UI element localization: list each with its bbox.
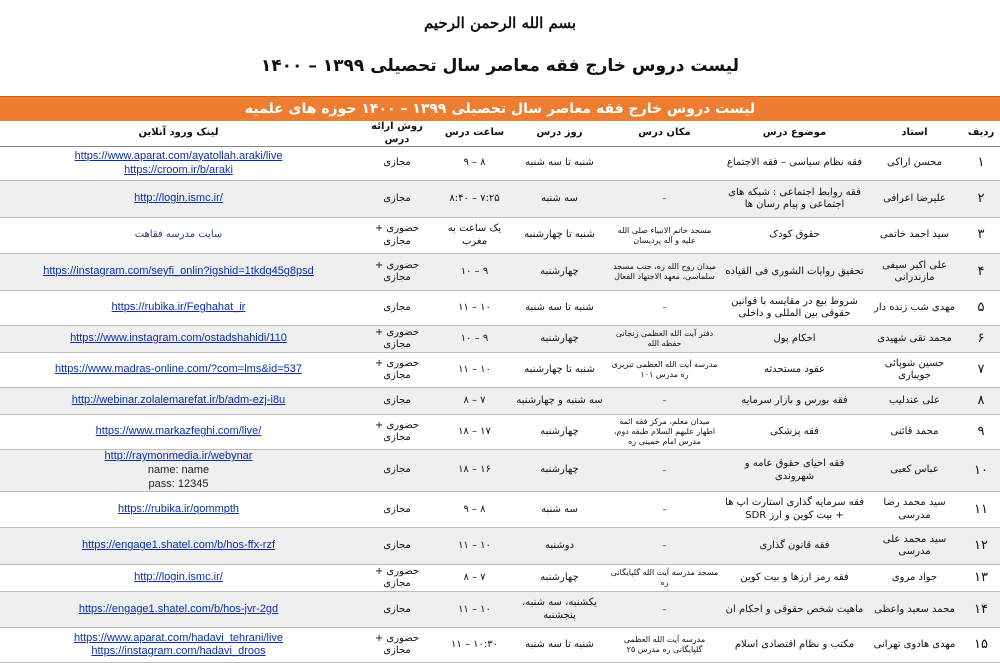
teacher-cell: علیرضا اعرافی bbox=[867, 181, 962, 218]
method-cell: مجازی bbox=[357, 450, 437, 492]
site-name-text: سایت مدرسه فقاهت bbox=[134, 229, 223, 241]
method-cell: حضوری + مجازی bbox=[357, 254, 437, 291]
row-number-cell: ۱۳ bbox=[962, 565, 1000, 592]
row-number-cell: ۱۱ bbox=[962, 492, 1000, 528]
online-link[interactable]: https://engage1.shatel.com/b/hos-jvr-2gd bbox=[78, 602, 279, 615]
link-cell bbox=[0, 388, 357, 415]
place-cell: مسجد مدرسه آیت الله گلپایگانی ره bbox=[607, 565, 722, 592]
table-row bbox=[0, 415, 1000, 450]
credential-text: name: name bbox=[147, 463, 210, 476]
teacher-cell: علی اکبر سیفی مازندرانی bbox=[867, 254, 962, 291]
online-link[interactable]: https://croom.ir/b/araki bbox=[124, 163, 233, 176]
table-row bbox=[0, 218, 1000, 254]
table-row bbox=[0, 388, 1000, 415]
topic-cell: فقه بورس و بازار سرمایه bbox=[722, 388, 867, 415]
row-number-cell: ۸ bbox=[962, 388, 1000, 415]
link-cell bbox=[0, 353, 357, 388]
day-cell: چهارشنبه bbox=[512, 415, 607, 450]
header-row bbox=[0, 121, 1000, 147]
topic-cell: فقه پزشکی bbox=[722, 415, 867, 450]
teacher-cell: عباس کعبی bbox=[867, 450, 962, 492]
method-cell: مجازی bbox=[357, 291, 437, 326]
row-number-cell: ۶ bbox=[962, 326, 1000, 353]
topic-cell: احکام پول bbox=[722, 326, 867, 353]
topic-cell: فقه قانون گذاری bbox=[722, 528, 867, 565]
online-link[interactable]: https://instagram.com/seyfi_onlin?igshid=1tkdg45g8psd bbox=[43, 265, 314, 278]
header-day: روز درس bbox=[512, 121, 607, 147]
table-banner: لیست دروس خارج فقه معاصر سال تحصیلی ۱۳۹۹ – ۱۴۰۰ حوزه های علمیه bbox=[0, 96, 1000, 121]
place-cell: – bbox=[607, 592, 722, 628]
link-cell bbox=[0, 218, 357, 254]
day-cell: چهارشنبه bbox=[512, 450, 607, 492]
online-link[interactable]: https://www.instagram.com/ostadshahidi/110 bbox=[70, 332, 287, 345]
link-cell bbox=[0, 492, 357, 528]
method-cell: مجازی bbox=[357, 181, 437, 218]
online-link[interactable]: https://www.markazfeghi.com/live/ bbox=[95, 425, 262, 438]
link-cell bbox=[0, 592, 357, 628]
online-link[interactable]: http://webinar.zolalemarefat.ir/b/adm-ezj-i8u bbox=[71, 394, 286, 407]
teacher-cell: مهدی شب زنده دار bbox=[867, 291, 962, 326]
online-link[interactable]: https://www.aparat.com/hadavi_tehrani/live bbox=[73, 631, 284, 644]
method-cell: حضوری + مجازی bbox=[357, 353, 437, 388]
place-cell bbox=[607, 147, 722, 181]
course-table-wrapper bbox=[0, 96, 1000, 663]
time-cell: ۷ – ۸ bbox=[437, 388, 512, 415]
row-number-cell: ۱۰ bbox=[962, 450, 1000, 492]
method-cell: مجازی bbox=[357, 592, 437, 628]
teacher-cell: محمد سعید واعظی bbox=[867, 592, 962, 628]
topic-cell: فقه رمز ارزها و بیت کوین bbox=[722, 565, 867, 592]
link-cell bbox=[0, 326, 357, 353]
teacher-cell: سید محمد رضا مدرسی bbox=[867, 492, 962, 528]
row-number-cell: ۹ bbox=[962, 415, 1000, 450]
time-cell: ۱۰ – ۱۱ bbox=[437, 353, 512, 388]
day-cell: سه شنبه و چهارشنبه bbox=[512, 388, 607, 415]
table-row bbox=[0, 528, 1000, 565]
table-body bbox=[0, 147, 1000, 663]
table-row bbox=[0, 353, 1000, 388]
online-link[interactable]: https://rubika.ir/Feghahat_ir bbox=[111, 301, 246, 314]
place-cell: مدرسه آیت الله العظمی تبریزی ره مدرس ۱۰۱ bbox=[607, 353, 722, 388]
day-cell: چهارشنبه bbox=[512, 254, 607, 291]
time-cell: ۷ – ۸ bbox=[437, 565, 512, 592]
method-cell: مجازی bbox=[357, 492, 437, 528]
day-cell: چهارشنبه bbox=[512, 565, 607, 592]
time-cell: ۱۰ – ۱۱ bbox=[437, 528, 512, 565]
time-cell: ۹ – ۱۰ bbox=[437, 254, 512, 291]
link-cell bbox=[0, 291, 357, 326]
place-cell: میدان معلم، مرکز فقه ائمه اطهار علیهم السلام طبقه دوم، مدرس امام خمینی ره bbox=[607, 415, 722, 450]
method-cell: مجازی bbox=[357, 388, 437, 415]
topic-cell: فقه روابط اجتماعی : شبکه های اجتماعی و پیام رسان ها bbox=[722, 181, 867, 218]
method-cell: حضوری + مجازی bbox=[357, 218, 437, 254]
online-link[interactable]: https://engage1.shatel.com/b/hos-ffx-rzf bbox=[81, 539, 275, 552]
teacher-cell: سید احمد خاتمی bbox=[867, 218, 962, 254]
time-cell: ۷:۲۵ – ۸:۴۰ bbox=[437, 181, 512, 218]
header-place: مکان درس bbox=[607, 121, 722, 147]
teacher-cell: جواد مروی bbox=[867, 565, 962, 592]
place-cell: – bbox=[607, 388, 722, 415]
method-cell: مجازی bbox=[357, 528, 437, 565]
online-link[interactable]: https://instagram.com/hadavi_droos bbox=[91, 645, 266, 658]
day-cell: دوشنبه bbox=[512, 528, 607, 565]
topic-cell: شروط بیع در مقایسه با قوانین حقوقی بین المللی و داخلی bbox=[722, 291, 867, 326]
online-link[interactable]: http://login.ismc.ir/ bbox=[134, 571, 223, 584]
topic-cell: مکتب و نظام اقتصادی اسلام bbox=[722, 628, 867, 663]
table-row bbox=[0, 147, 1000, 181]
day-cell: شنبه تا چهارشنبه bbox=[512, 353, 607, 388]
credential-text: pass: 12345 bbox=[148, 477, 209, 490]
place-cell: – bbox=[607, 528, 722, 565]
day-cell: شنبه تا سه شنبه bbox=[512, 628, 607, 663]
basmala-heading: بسم الله الرحمن الرحیم bbox=[423, 14, 577, 32]
day-cell: چهارشنبه bbox=[512, 326, 607, 353]
place-cell: – bbox=[607, 291, 722, 326]
place-cell: – bbox=[607, 492, 722, 528]
time-cell: یک ساعت به مغرب bbox=[437, 218, 512, 254]
online-link[interactable]: http://login.ismc.ir/ bbox=[134, 192, 223, 205]
teacher-cell: علی عندلیب bbox=[867, 388, 962, 415]
day-cell: شنبه تا سه شنبه bbox=[512, 147, 607, 181]
time-cell: ۸ – ۹ bbox=[437, 147, 512, 181]
method-cell: حضوری + مجازی bbox=[357, 326, 437, 353]
table-row bbox=[0, 326, 1000, 353]
link-cell bbox=[0, 450, 357, 492]
time-cell: ۱۰ – ۱۱ bbox=[437, 592, 512, 628]
header-teacher: استاد bbox=[867, 121, 962, 147]
table-row bbox=[0, 450, 1000, 492]
place-cell: مدرسه آیت الله العظمی گلپایگانی ره مدرس ۲۵ bbox=[607, 628, 722, 663]
link-cell bbox=[0, 254, 357, 291]
link-cell bbox=[0, 528, 357, 565]
method-cell: مجازی bbox=[357, 147, 437, 181]
link-cell bbox=[0, 628, 357, 663]
link-cell bbox=[0, 565, 357, 592]
table-row bbox=[0, 254, 1000, 291]
place-cell: میدان روح الله ره، جنب مسجد سلماسی، معهد الاجتهاد الفعال bbox=[607, 254, 722, 291]
time-cell: ۹ – ۱۰ bbox=[437, 326, 512, 353]
row-number-cell: ۴ bbox=[962, 254, 1000, 291]
online-link[interactable]: https://www.aparat.com/ayatollah.araki/live bbox=[74, 149, 283, 162]
row-number-cell: ۱۲ bbox=[962, 528, 1000, 565]
header-row-number: ردیف bbox=[962, 121, 1000, 147]
method-cell: حضوری + مجازی bbox=[357, 628, 437, 663]
page-title: لیست دروس خارج فقه معاصر سال تحصیلی ۱۳۹۹ – ۱۴۰۰ bbox=[260, 56, 740, 76]
row-number-cell: ۷ bbox=[962, 353, 1000, 388]
header-method: روش ارائه درس bbox=[357, 121, 437, 147]
table-row bbox=[0, 291, 1000, 326]
table-row bbox=[0, 592, 1000, 628]
table-row bbox=[0, 181, 1000, 218]
header-link: لینک ورود آنلاین bbox=[0, 121, 357, 147]
time-cell: ۱۰:۳۰ – ۱۱ bbox=[437, 628, 512, 663]
link-cell bbox=[0, 415, 357, 450]
row-number-cell: ۱۴ bbox=[962, 592, 1000, 628]
day-cell: یکشنبه، سه شنبه، پنجشنبه bbox=[512, 592, 607, 628]
link-cell bbox=[0, 181, 357, 218]
header-topic: موضوع درس bbox=[722, 121, 867, 147]
course-table bbox=[0, 121, 1000, 663]
teacher-cell: سید محمد علی مدرسی bbox=[867, 528, 962, 565]
header-time: ساعت درس bbox=[437, 121, 512, 147]
teacher-cell: محسن اراکی bbox=[867, 147, 962, 181]
teacher-cell: حسین شوپائی جویباری bbox=[867, 353, 962, 388]
topic-cell: تحقیق روایات الشوری فی القیاده bbox=[722, 254, 867, 291]
place-cell: دفتر آیت الله العظمی زنجانی حفظه الله bbox=[607, 326, 722, 353]
topic-cell: ماهیت شخص حقوقی و احکام ان bbox=[722, 592, 867, 628]
time-cell: ۱۷ – ۱۸ bbox=[437, 415, 512, 450]
row-number-cell: ۵ bbox=[962, 291, 1000, 326]
method-cell: حضوری + مجازی bbox=[357, 415, 437, 450]
topic-cell: فقه احیای حقوق عامه و شهروندی bbox=[722, 450, 867, 492]
teacher-cell: مهدی هادوی تهرانی bbox=[867, 628, 962, 663]
method-cell: حضوری + مجازی bbox=[357, 565, 437, 592]
place-cell: مسجد خاتم الانبیاء صلی الله علیه و آله پردیسان bbox=[607, 218, 722, 254]
row-number-cell: ۱ bbox=[962, 147, 1000, 181]
place-cell: – bbox=[607, 181, 722, 218]
topic-cell: فقه سرمایه گذاری استارت اپ ها + بیت کوین و ارز SDR bbox=[722, 492, 867, 528]
day-cell: شنبه تا چهارشنبه bbox=[512, 218, 607, 254]
day-cell: سه شنبه bbox=[512, 181, 607, 218]
online-link[interactable]: https://www.madras-online.com/?com=lms&id=537 bbox=[55, 363, 302, 376]
row-number-cell: ۳ bbox=[962, 218, 1000, 254]
day-cell: شنبه تا سه شنبه bbox=[512, 291, 607, 326]
topic-cell: عقود مستحدثه bbox=[722, 353, 867, 388]
online-link[interactable]: https://rubika.ir/qommpth bbox=[117, 502, 240, 515]
place-cell: – bbox=[607, 450, 722, 492]
row-number-cell: ۱۵ bbox=[962, 628, 1000, 663]
table-row bbox=[0, 628, 1000, 663]
topic-cell: فقه نظام سیاسی – فقه الاجتماع bbox=[722, 147, 867, 181]
table-row bbox=[0, 492, 1000, 528]
link-cell bbox=[0, 147, 357, 181]
time-cell: ۸ – ۹ bbox=[437, 492, 512, 528]
teacher-cell: محمد تقی شهیدی bbox=[867, 326, 962, 353]
table-row bbox=[0, 565, 1000, 592]
teacher-cell: محمد قائنی bbox=[867, 415, 962, 450]
time-cell: ۱۰ – ۱۱ bbox=[437, 291, 512, 326]
online-link[interactable]: http://raymonmedia.ir/webynar bbox=[104, 450, 253, 462]
day-cell: سه شنبه bbox=[512, 492, 607, 528]
topic-cell: حقوق کودک bbox=[722, 218, 867, 254]
row-number-cell: ۲ bbox=[962, 181, 1000, 218]
time-cell: ۱۶ – ۱۸ bbox=[437, 450, 512, 492]
